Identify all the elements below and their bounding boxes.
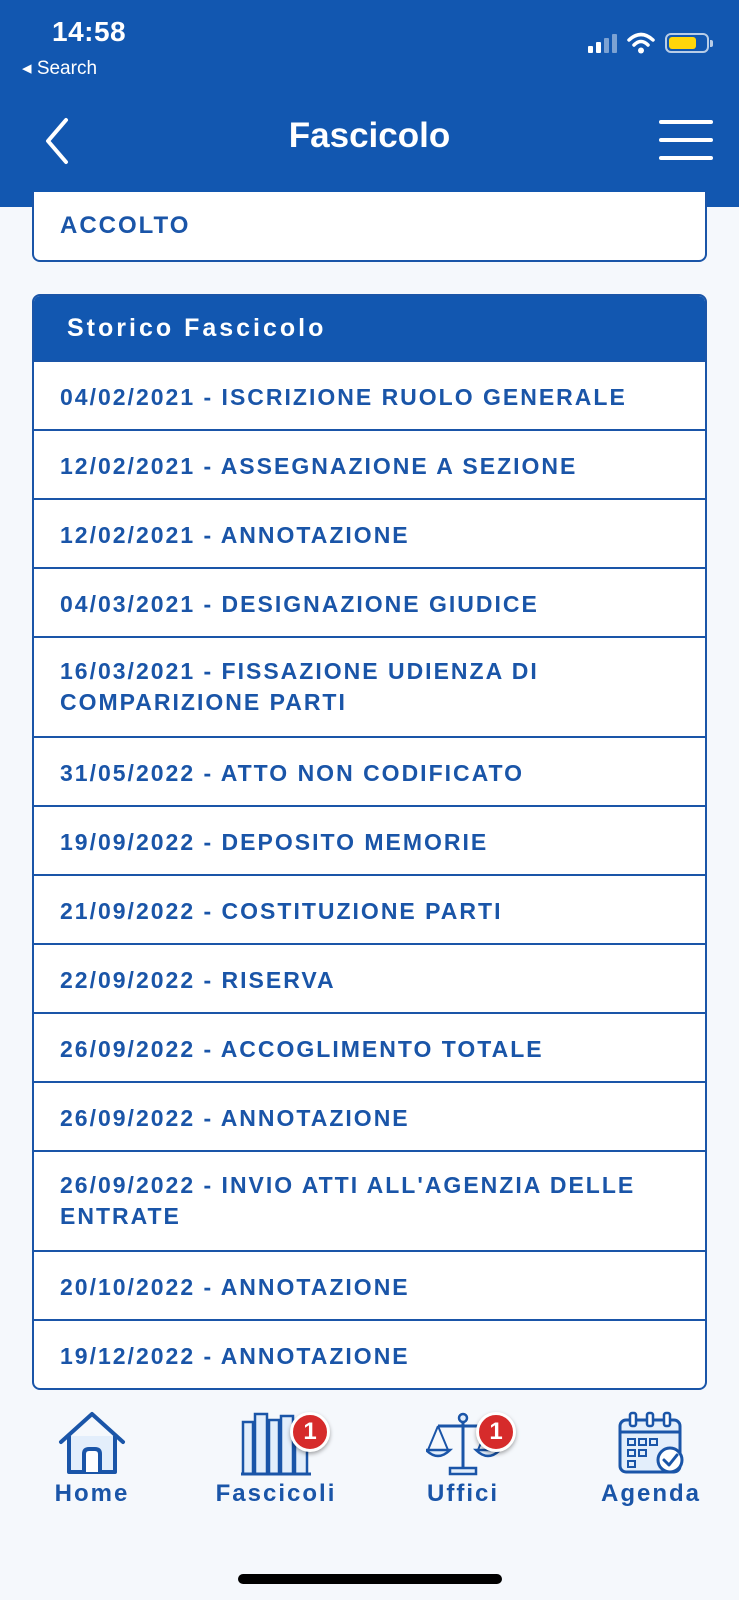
uffici-badge: 1 xyxy=(476,1412,516,1452)
tab-home[interactable] xyxy=(44,1410,140,1508)
tab-fascicoli[interactable] xyxy=(206,1410,346,1508)
tab-home-label: Home xyxy=(54,1480,130,1507)
tab-bar xyxy=(0,1410,739,1600)
home-indicator[interactable] xyxy=(238,1574,502,1584)
history-item[interactable]: 22/09/2022 - RISERVA xyxy=(34,943,705,1012)
tab-agenda-label: Agenda xyxy=(600,1480,701,1507)
hamburger-menu-icon[interactable] xyxy=(659,120,713,160)
history-item[interactable]: 31/05/2022 - ATTO NON CODIFICATO xyxy=(34,736,705,805)
page-title: Fascicolo xyxy=(288,116,451,155)
history-item[interactable]: 16/03/2021 - FISSAZIONE UDIENZA DI COMPARIZIONE PARTI xyxy=(34,636,705,736)
history-item[interactable]: 12/02/2021 - ASSEGNAZIONE A SEZIONE xyxy=(34,429,705,498)
history-item[interactable]: 21/09/2022 - COSTITUZIONE PARTI xyxy=(34,874,705,943)
history-item[interactable]: 04/03/2021 - DESIGNAZIONE GIUDICE xyxy=(34,567,705,636)
history-title: Storico Fascicolo xyxy=(34,296,705,360)
status-card xyxy=(32,192,707,262)
history-item[interactable]: 04/02/2021 - ISCRIZIONE RUOLO GENERALE xyxy=(34,360,705,429)
home-icon xyxy=(55,1410,129,1476)
app-header xyxy=(0,0,739,207)
wifi-icon xyxy=(627,32,655,54)
cellular-signal-icon xyxy=(588,33,617,53)
status-time: 14:58 xyxy=(52,16,127,47)
battery-icon xyxy=(665,33,709,53)
history-item[interactable]: 12/02/2021 - ANNOTAZIONE xyxy=(34,498,705,567)
tab-fascicoli-label: Fascicoli xyxy=(215,1480,337,1507)
history-item[interactable]: 19/12/2022 - ANNOTAZIONE xyxy=(34,1319,705,1388)
tab-agenda[interactable] xyxy=(592,1410,710,1508)
status-icons xyxy=(588,32,709,54)
history-item[interactable]: 26/09/2022 - INVIO ATTI ALL'AGENZIA DELLE ENTRATE xyxy=(34,1150,705,1250)
calendar-icon xyxy=(614,1410,688,1476)
history-item[interactable]: 19/09/2022 - DEPOSITO MEMORIE xyxy=(34,805,705,874)
history-item[interactable]: 26/09/2022 - ANNOTAZIONE xyxy=(34,1081,705,1150)
history-item[interactable]: 26/09/2022 - ACCOGLIMENTO TOTALE xyxy=(34,1012,705,1081)
history-panel xyxy=(32,294,707,1390)
tab-uffici-label: Uffici xyxy=(427,1480,499,1507)
status-card-text: ACCOLTO xyxy=(60,212,191,239)
back-to-search-link[interactable]: ◂ Search xyxy=(22,58,98,79)
fascicoli-badge: 1 xyxy=(290,1412,330,1452)
tab-uffici[interactable] xyxy=(408,1410,518,1508)
history-item[interactable]: 20/10/2022 - ANNOTAZIONE xyxy=(34,1250,705,1319)
